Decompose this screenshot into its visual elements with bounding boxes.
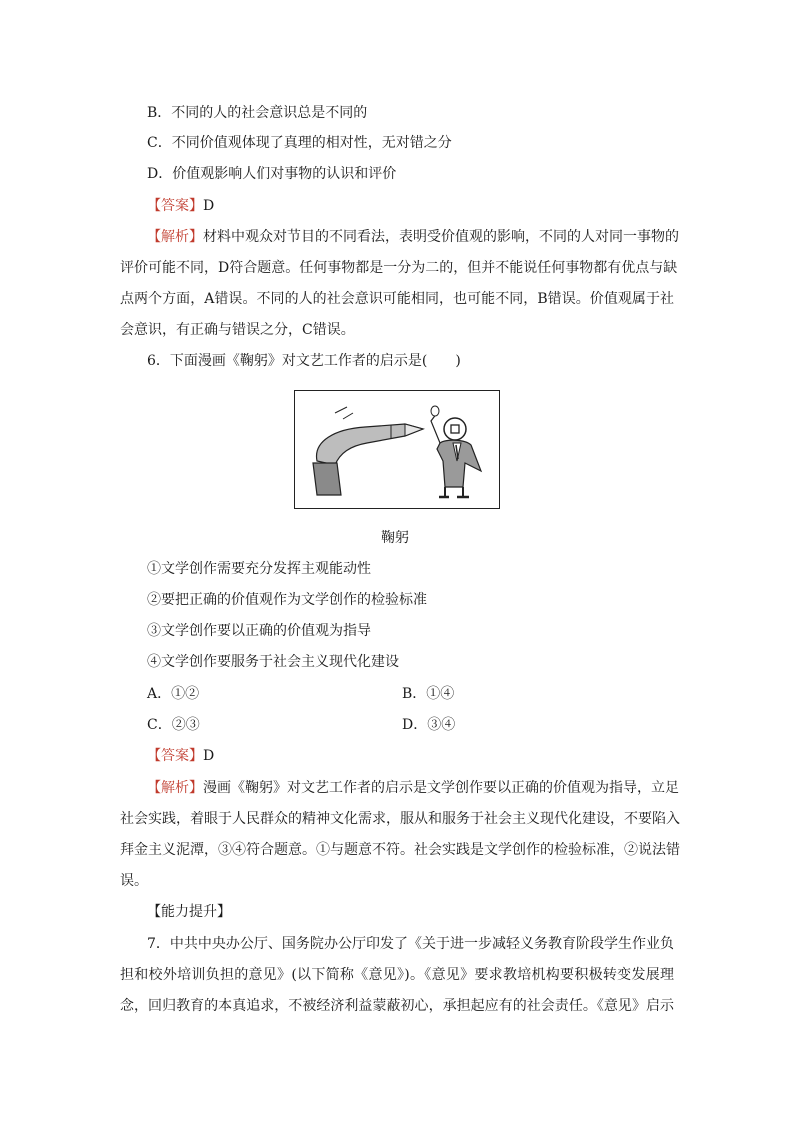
- q6-stem: 6．下面漫画《鞠躬》对文艺工作者的启示是( ): [147, 353, 461, 369]
- bowing-cartoon-image: [295, 391, 499, 508]
- q5-option-b: B．不同的人的社会意识总是不同的: [147, 105, 368, 121]
- q6-statement-2: ②要把正确的价值观作为文学创作的检验标准: [147, 592, 427, 608]
- q5-answer: [147, 196, 214, 216]
- q6-analysis-line-4: 误。: [120, 873, 148, 889]
- q5-analysis-line-1: 【解析】材料中观众对节目的不同看法，表明受价值观的影响，不同的人对同一事物的: [147, 229, 679, 245]
- answer-tag: 【答案】: [147, 198, 203, 214]
- q6-option-b: B．①④: [402, 686, 455, 702]
- q5-analysis-line-2: 评价可能不同，D符合题意。任何事物都是一分为二的，但并不能说任何事物都有优点与缺: [120, 260, 678, 276]
- answer-tag: 【答案】: [147, 748, 203, 764]
- q6-statement-1: ①文学创作需要充分发挥主观能动性: [147, 561, 371, 577]
- answer-value: D: [203, 198, 215, 214]
- q6-analysis-line-2: 社会实践，着眼于人民群众的精神文化需求，服从和服务于社会主义现代化建设，不要陷入: [120, 811, 680, 827]
- q5-analysis-line-3: 点两个方面，A错误。不同的人的社会意识可能相同，也可能不同，B错误。价值观属于社: [120, 291, 674, 307]
- q7-line-3: 念，回归教育的本真追求，不被经济利益蒙蔽初心，承担起应有的社会责任。《意见》启示: [120, 998, 674, 1014]
- figure-caption: 鞠躬: [381, 530, 409, 546]
- section-heading: 【能力提升】: [147, 904, 231, 920]
- q6-statement-4: ④文学创作要服务于社会主义现代化建设: [147, 654, 399, 670]
- q6-option-a: A．①②: [147, 686, 200, 702]
- q7-line-1: 7．中共中央办公厅、国务院办公厅印发了《关于进一步减轻义务教育阶段学生作业负: [147, 936, 674, 952]
- analysis-tag: 【解析】: [147, 229, 203, 245]
- answer-value: D: [203, 748, 215, 764]
- q6-analysis-line-1: 【解析】漫画《鞠躬》对文艺工作者的启示是文学创作要以正确的价值观为指导，立足: [147, 780, 679, 796]
- q5-option-d: D．价值观影响人们对事物的认识和评价: [147, 166, 397, 182]
- q6-statement-3: ③文学创作要以正确的价值观为指导: [147, 623, 371, 639]
- q6-answer: [147, 746, 214, 766]
- analysis-tag: 【解析】: [147, 780, 203, 796]
- q5-analysis-line-4: 会意识，有正确与错误之分，C错误。: [120, 322, 355, 338]
- q6-option-d: D．③④: [402, 717, 456, 733]
- q7-line-2: 担和校外培训负担的意见》(以下简称《意见》)。《意见》要求教培机构要积极转变发展理: [120, 967, 674, 983]
- q5-option-c: C．不同价值观体现了真理的相对性，无对错之分: [147, 135, 452, 151]
- q6-analysis-line-3: 拜金主义泥潭，③④符合题意。①与题意不符。社会实践是文学创作的检验标准，②说法错: [120, 842, 680, 858]
- q6-option-c: C．②③: [147, 717, 200, 733]
- cartoon-figure: [294, 390, 500, 509]
